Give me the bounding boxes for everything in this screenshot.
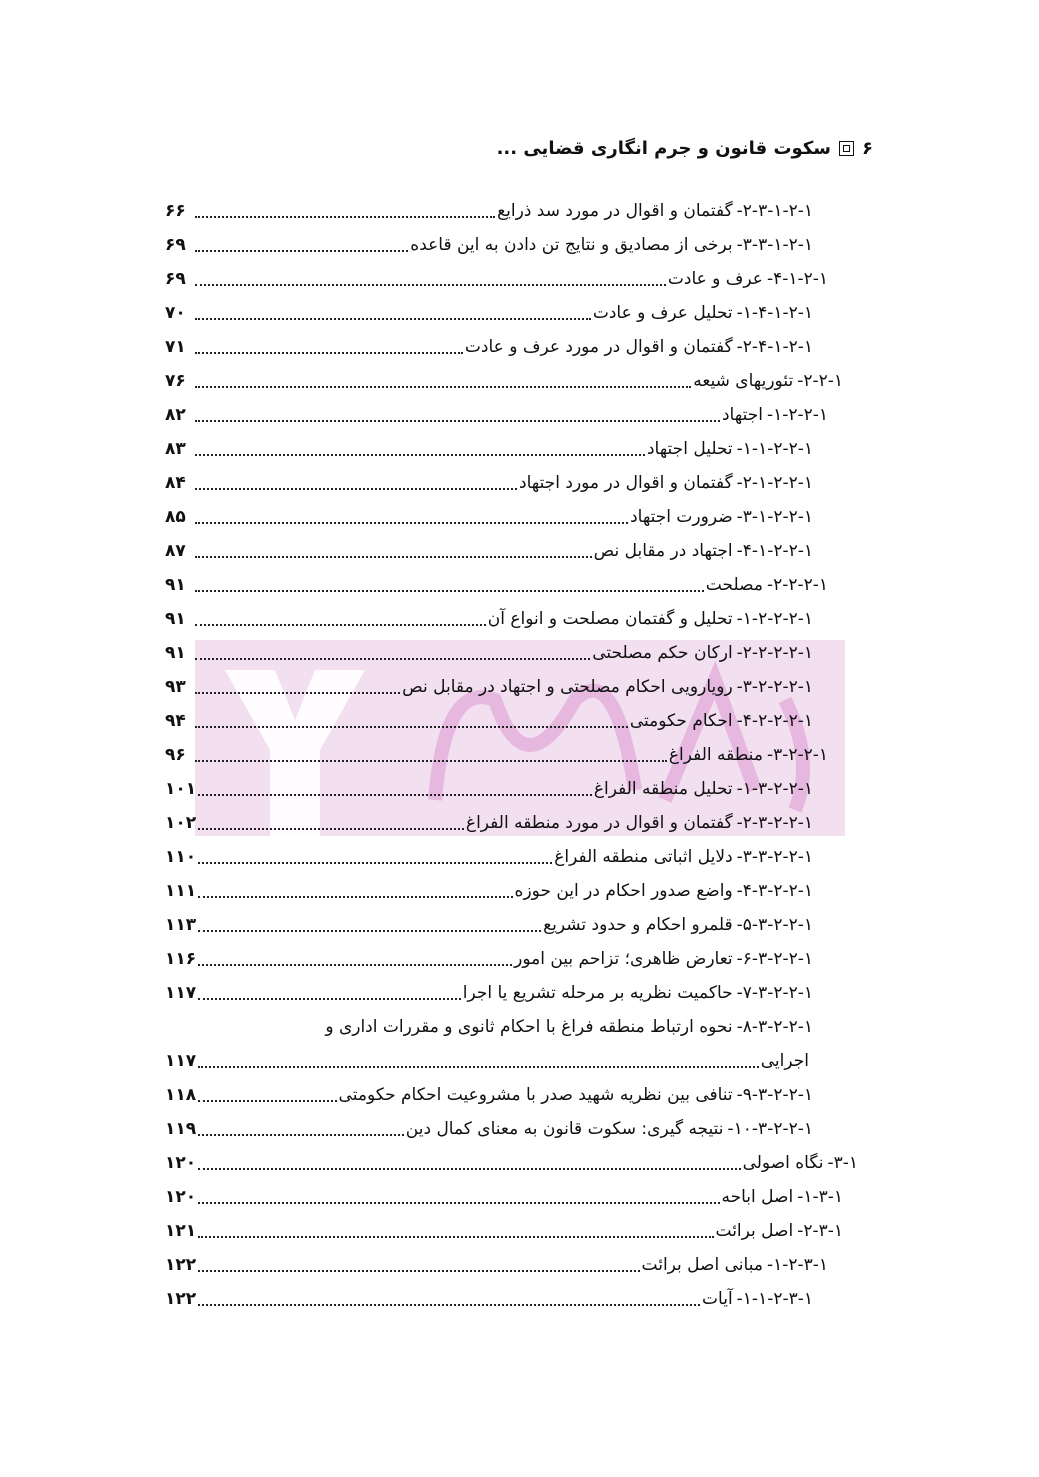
dot-leader (198, 964, 512, 966)
dot-leader (198, 998, 461, 1000)
page-number-ref: ۱۱۱ (165, 881, 197, 901)
section-number: -۴-۳-۲-۲-۱ (736, 881, 813, 901)
toc-entry[interactable] (165, 1146, 865, 1180)
dot-leader (198, 1236, 713, 1238)
page-number-ref: ۱۱۹ (165, 1119, 197, 1139)
dot-leader (198, 1066, 759, 1068)
section-title: تحلیل اجتهاد (646, 439, 733, 459)
page-number-ref: ۸۷ (165, 541, 186, 561)
section-title: آیات (702, 1289, 733, 1309)
toc-entry[interactable] (165, 908, 865, 942)
book-title: سکوت قانون و جرم انگاری قضایی ... (496, 138, 831, 159)
section-title: عرف و عادت (667, 269, 763, 289)
page-number-ref: ۱۰۲ (165, 813, 197, 833)
section-title-continuation: اجرایی (760, 1051, 809, 1071)
toc-entry[interactable] (165, 1214, 865, 1248)
section-number: -۲-۳-۲-۲-۱ (736, 813, 813, 833)
dot-leader (195, 590, 704, 592)
toc-entry[interactable] (165, 704, 865, 738)
section-number: -۳-۳-۱-۲-۱ (736, 235, 813, 255)
toc-entry[interactable] (165, 398, 865, 432)
section-title: گفتمان و اقوال در مورد منطقه الفراغ (465, 813, 733, 833)
section-title: تئوریهای شیعه (693, 371, 794, 391)
section-number: -۲-۱-۲-۲-۱ (736, 473, 813, 493)
section-title: برخی از مصادیق و نتایج تن دادن به این قاعده (410, 235, 733, 255)
page-number-ref: ۱۱۶ (165, 949, 197, 969)
toc-entry[interactable] (165, 364, 865, 398)
section-number: -۱-۳-۱ (797, 1187, 843, 1207)
section-number: -۳-۳-۲-۲-۱ (736, 847, 813, 867)
toc-entry[interactable] (165, 194, 865, 228)
toc-entry[interactable] (165, 602, 865, 636)
toc-entry[interactable] (165, 228, 865, 262)
toc-entry[interactable] (165, 942, 865, 976)
dot-leader (195, 624, 486, 626)
dot-leader (195, 488, 517, 490)
dot-leader (198, 930, 541, 932)
toc-entry[interactable] (165, 772, 865, 806)
section-number: -۱-۱-۲-۲-۱ (736, 439, 813, 459)
section-title: تحلیل منطقه الفراغ (593, 779, 733, 799)
section-title: دلایل اثباتی منطقه الفراغ (554, 847, 733, 867)
section-number: -۳-۱-۲-۲-۱ (736, 507, 813, 527)
dot-leader (195, 692, 400, 694)
page-number: ۶ (862, 138, 873, 159)
section-title: ضرورت اجتهاد (630, 507, 733, 527)
section-number: -۴-۱-۲-۱ (766, 269, 828, 289)
page-number-ref: ۶۶ (165, 201, 186, 221)
section-title: نتیجه گیری: سکوت قانون به معنای کمال دین (405, 1119, 724, 1139)
section-title: اصل اباحه (721, 1187, 794, 1207)
toc-entry[interactable] (165, 976, 865, 1010)
section-title: ارکان حکم مصلحتی (592, 643, 733, 663)
section-number: -۲-۳-۱ (797, 1221, 843, 1241)
toc-entry[interactable] (165, 1078, 865, 1112)
toc-entry[interactable] (165, 1180, 865, 1214)
dot-leader (195, 658, 590, 660)
section-title: رویارویی احکام مصلحتی و اجتهاد در مقابل نص (402, 677, 733, 697)
page-number-ref: ۷۱ (165, 337, 186, 357)
toc-entry[interactable] (165, 1248, 865, 1282)
section-title: تنافی بین نظریه شهید صدر با مشروعیت احکام حکومتی (338, 1085, 733, 1105)
page-number-ref: ۹۱ (165, 609, 186, 629)
page-number-ref: ۱۱۰ (165, 847, 197, 867)
square-ornament-icon (839, 141, 854, 156)
section-title: تحلیل عرف و عادت (592, 303, 733, 323)
section-number: -۱-۴-۱-۲-۱ (736, 303, 813, 323)
dot-leader (198, 1168, 740, 1170)
page-number-ref: ۹۱ (165, 643, 186, 663)
section-title: نگاه اصولی (742, 1153, 824, 1173)
section-number: -۸-۳-۲-۲-۱ (736, 1017, 813, 1037)
dot-leader (195, 726, 628, 728)
section-title: واضع صدور احکام در این حوزه (514, 881, 733, 901)
page-number-ref: ۱۱۷ (165, 1051, 197, 1071)
section-title: اصل برائت (715, 1221, 794, 1241)
section-title: اجتهاد در مقابل نص (593, 541, 733, 561)
page-number-ref: ۸۵ (165, 507, 186, 527)
toc-entry[interactable] (165, 1112, 865, 1146)
page-number-ref: ۱۲۰ (165, 1187, 197, 1207)
dot-leader (198, 794, 592, 796)
section-title: مبانی اصل برائت (641, 1255, 763, 1275)
page-number-ref: ۱۱۷ (165, 983, 197, 1003)
page-header (497, 138, 873, 159)
section-number: -۲-۲-۲-۱ (766, 575, 828, 595)
section-number: -۶-۳-۲-۲-۱ (736, 949, 813, 969)
page-number-ref: ۸۴ (165, 473, 186, 493)
section-number: -۳-۱ (827, 1153, 858, 1173)
section-number: -۱-۳-۲-۲-۱ (736, 779, 813, 799)
page-number-ref: ۸۲ (165, 405, 186, 425)
page-number-ref: ۱۱۸ (165, 1085, 197, 1105)
section-title: گفتمان و اقوال در مورد اجتهاد (519, 473, 733, 493)
toc-entry[interactable] (165, 262, 865, 296)
page-number-ref: ۱۱۳ (165, 915, 197, 935)
section-number: -۹-۳-۲-۲-۱ (736, 1085, 813, 1105)
toc-entry[interactable] (165, 806, 865, 840)
section-title: گفتمان و اقوال در مورد عرف و عادت (464, 337, 733, 357)
section-number: -۲-۴-۱-۲-۱ (736, 337, 813, 357)
section-number: -۱-۲-۲-۱ (766, 405, 828, 425)
page-number-ref: ۱۲۰ (165, 1153, 197, 1173)
dot-leader (198, 828, 464, 830)
toc-entry[interactable] (165, 296, 865, 330)
section-number: -۱-۲-۲-۲-۱ (736, 609, 813, 629)
dot-leader (195, 454, 645, 456)
dot-leader (198, 1304, 700, 1306)
dot-leader (198, 862, 552, 864)
section-number: -۱-۱-۲-۳-۱ (736, 1289, 813, 1309)
page-number-ref: ۱۰۱ (165, 779, 197, 799)
page-number-ref: ۷۶ (165, 371, 186, 391)
dot-leader (198, 896, 512, 898)
toc-entry[interactable] (165, 466, 865, 500)
section-title: تعارض ظاهری؛ تزاحم بین امور (514, 949, 733, 969)
dot-leader (195, 386, 691, 388)
toc-entry[interactable] (165, 500, 865, 534)
page-number-ref: ۷۰ (165, 303, 186, 323)
toc-entry[interactable] (165, 330, 865, 364)
section-number: -۱-۲-۳-۱ (766, 1255, 828, 1275)
page-number-ref: ۹۱ (165, 575, 186, 595)
section-title: قلمرو احکام و حدود تشریع (543, 915, 733, 935)
toc-entry[interactable] (165, 840, 865, 874)
section-number: -۴-۱-۲-۲-۱ (736, 541, 813, 561)
dot-leader (195, 352, 463, 354)
dot-leader (198, 1202, 719, 1204)
section-number: -۳-۲-۲-۲-۱ (736, 677, 813, 697)
section-number: -۲-۲-۲-۲-۱ (736, 643, 813, 663)
section-number: -۷-۳-۲-۲-۱ (736, 983, 813, 1003)
section-title: حاکمیت نظریه بر مرحله تشریع یا اجرا (462, 983, 733, 1003)
toc-entry[interactable] (165, 1282, 865, 1316)
section-number: -۴-۲-۲-۲-۱ (736, 711, 813, 731)
toc-entry-continuation (165, 1044, 865, 1078)
dot-leader (195, 522, 628, 524)
section-number: -۲-۲-۱ (797, 371, 843, 391)
table-of-contents (165, 194, 865, 1316)
dot-leader (195, 284, 666, 286)
section-number: -۲-۳-۱-۲-۱ (736, 201, 813, 221)
dot-leader (198, 1270, 639, 1272)
section-number: -۱۰-۳-۲-۲-۱ (727, 1119, 813, 1139)
section-title: اجتهاد (721, 405, 763, 425)
toc-entry[interactable] (165, 738, 865, 772)
page-number-ref: ۹۶ (165, 745, 186, 765)
dot-leader (195, 216, 495, 218)
toc-entry[interactable] (165, 874, 865, 908)
dot-leader (195, 760, 667, 762)
dot-leader (195, 250, 408, 252)
toc-entry[interactable] (165, 568, 865, 602)
page-number-ref: ۶۹ (165, 269, 186, 289)
page-number-ref: ۱۲۲ (165, 1255, 197, 1275)
dot-leader (198, 1134, 404, 1136)
section-number: -۳-۲-۲-۱ (766, 745, 828, 765)
section-title: منطقه الفراغ (668, 745, 763, 765)
dot-leader (195, 556, 592, 558)
section-number: -۵-۳-۲-۲-۱ (736, 915, 813, 935)
section-title: تحلیل و گفتمان مصلحت و انواع آن (487, 609, 733, 629)
toc-entry[interactable] (165, 432, 865, 466)
section-title: مصلحت (705, 575, 763, 595)
toc-entry[interactable] (165, 1010, 865, 1044)
dot-leader (195, 318, 591, 320)
page-number-ref: ۹۳ (165, 677, 186, 697)
section-title: احکام حکومتی (629, 711, 733, 731)
page-number-ref: ۱۲۲ (165, 1289, 197, 1309)
section-title: گفتمان و اقوال در مورد سد ذرایع (497, 201, 733, 221)
toc-entry[interactable] (165, 670, 865, 704)
toc-entry[interactable] (165, 636, 865, 670)
page-number-ref: ۶۹ (165, 235, 186, 255)
dot-leader (198, 1100, 336, 1102)
page-number-ref: ۱۲۱ (165, 1221, 197, 1241)
section-title: نحوه ارتباط منطقه فراغ با احکام ثانوی و مقررات اداری و (325, 1017, 733, 1037)
dot-leader (195, 420, 720, 422)
page-number-ref: ۸۳ (165, 439, 186, 459)
page-number-ref: ۹۴ (165, 711, 186, 731)
toc-entry[interactable] (165, 534, 865, 568)
